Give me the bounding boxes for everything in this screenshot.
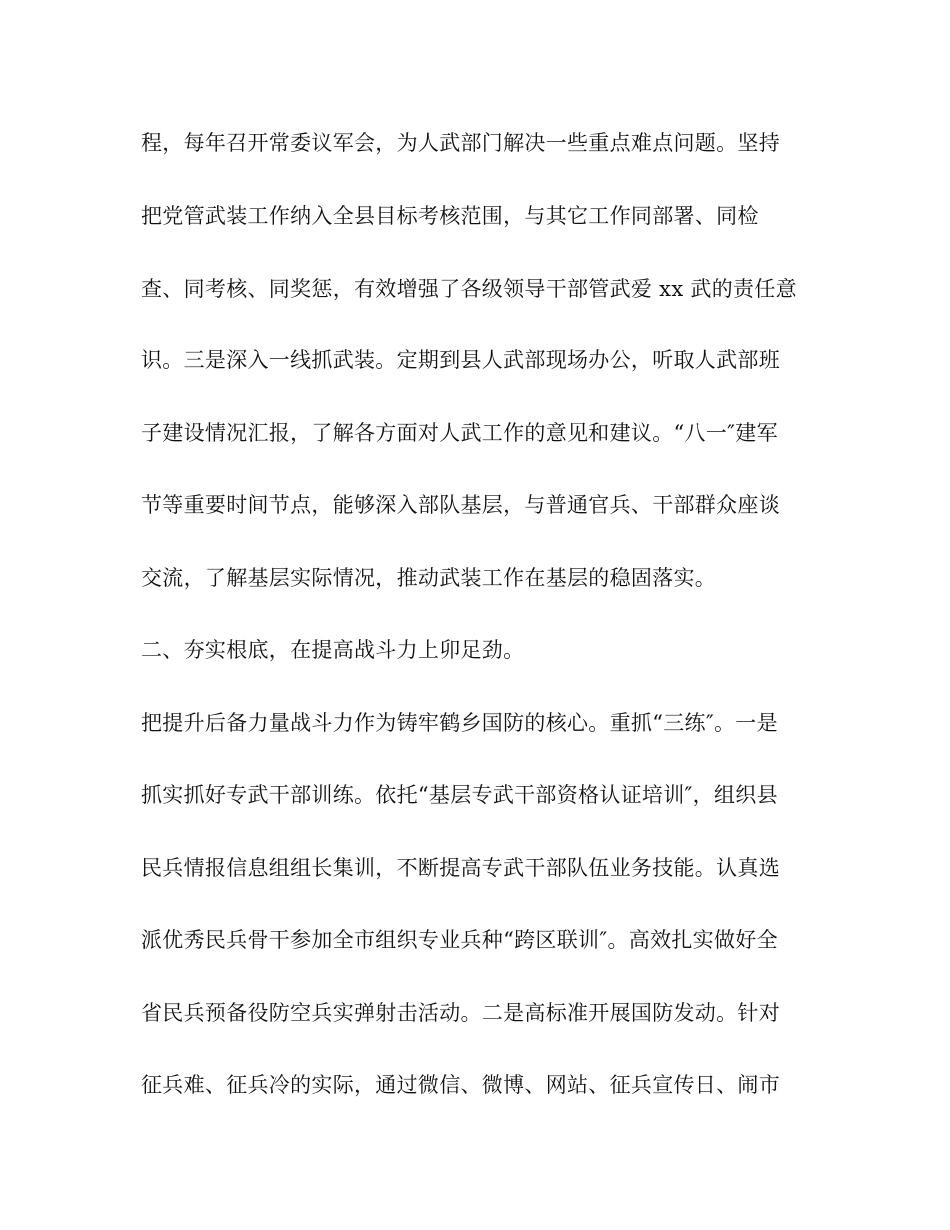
text-line-7: 交流，了解基层实际情况，推动武装工作在基层的稳固落实。: [141, 566, 717, 590]
text-line-11: 民兵情报信息组组长集训，不断提高专武干部队伍业务技能。认真选: [141, 856, 780, 880]
text-line-6: 节等重要时间节点，能够深入部队基层，与普通官兵、干部群众座谈: [141, 493, 780, 517]
text-line-10: 抓实抓好专武干部训练。依托“基层专武干部资格认证培训″，组织县: [141, 783, 778, 807]
section-heading: 二、夯实根底，在提高战斗力上卯足劲。: [141, 638, 525, 662]
text-line-9: 把提升后备力量战斗力作为铸牢鹤乡国防的核心。重抓“三练″。一是: [141, 711, 778, 735]
text-line-13: 省民兵预备役防空兵实弹射击活动。二是高标准开展国防发动。针对: [141, 1001, 780, 1025]
text-line-1: 程，每年召开常委议军会，为人武部门解决一些重点难点问题。坚持: [141, 131, 780, 155]
text-line-5: 子建设情况汇报，了解各方面对人武工作的意见和建议。“八一″建军: [141, 421, 778, 445]
text-line-2: 把党管武装工作纳入全县目标考核范围，与其它工作同部署、同检: [141, 204, 759, 228]
text-line-12: 派优秀民兵骨干参加全市组织专业兵种“跨区联训″。高效扎实做好全: [141, 928, 778, 952]
text-line-3: 查、同考核、同奖惩，有效增强了各级领导干部管武爱 xx 武的责任意: [141, 277, 797, 301]
text-line-4: 识。三是深入一线抓武装。定期到县人武部现场办公，听取人武部班: [141, 348, 780, 372]
text-line-14: 征兵难、征兵冷的实际，通过微信、微博、网站、征兵宣传日、闹市: [141, 1073, 780, 1097]
